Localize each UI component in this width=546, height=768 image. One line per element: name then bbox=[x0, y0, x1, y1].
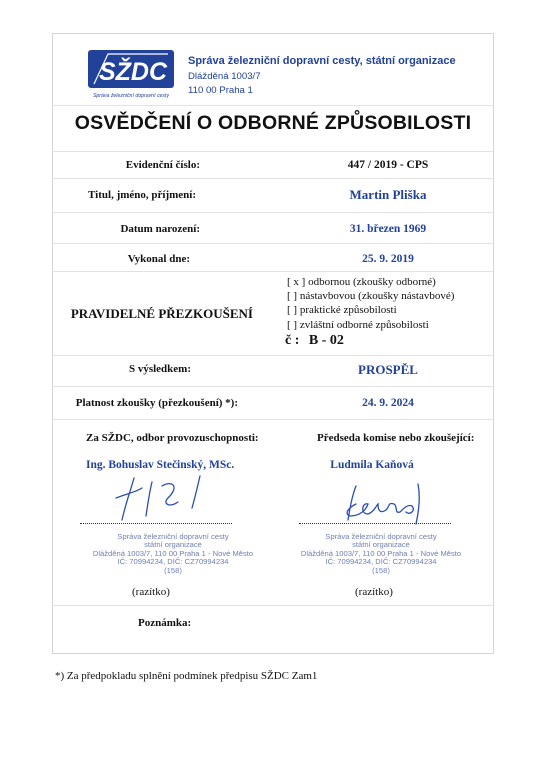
option-prakticke: [ ] praktické způsobilosti bbox=[287, 304, 397, 317]
exam-type: PRAVIDELNÉ PŘEZKOUŠENÍ bbox=[70, 306, 253, 321]
org-name: Správa železniční dopravní cesty, státní organizace bbox=[188, 55, 456, 67]
poznamka-label: Poznámka: bbox=[138, 617, 192, 629]
left-signature-heading: Za SŽDC, odbor provozuschopnosti: bbox=[86, 432, 259, 444]
evidencni-cislo-label: Evidenční číslo: bbox=[125, 159, 200, 171]
narozeni-value: 31. březen 1969 bbox=[349, 223, 427, 235]
divider bbox=[52, 151, 494, 152]
left-signatory-name: Ing. Bohuslav Stečinský, MSc. bbox=[86, 459, 235, 471]
right-stamp: Správa železniční dopravní cesty státní organizace Dlážděná 1003/7, 110 00 Praha 1 - Nové Město IČ: 70994234, DIČ: CZ70994234 (158) bbox=[300, 532, 462, 575]
right-handwritten-signature bbox=[338, 480, 428, 528]
divider bbox=[52, 105, 494, 106]
evidencni-cislo-value: 447 / 2019 - CPS bbox=[347, 159, 429, 171]
vysledek-value: PROSPĚL bbox=[358, 362, 418, 377]
document-title: OSVĚDČENÍ O ODBORNÉ ZPŮSOBILOSTI bbox=[74, 112, 472, 134]
right-signature-line bbox=[299, 523, 451, 524]
exam-options bbox=[287, 275, 454, 332]
divider bbox=[52, 212, 494, 213]
divider bbox=[52, 271, 494, 272]
vykonal-value: 25. 9. 2019 bbox=[362, 253, 414, 265]
right-signatory-name: Ludmila Kaňová bbox=[330, 459, 414, 471]
szdc-logo bbox=[88, 50, 174, 100]
cislo bbox=[285, 333, 344, 349]
cislo-value: B - 02 bbox=[308, 333, 344, 348]
org-block bbox=[188, 55, 456, 98]
divider bbox=[52, 419, 494, 420]
divider bbox=[52, 605, 494, 606]
divider bbox=[52, 243, 494, 244]
option-odbornou: [ x ] odbornou (zkoušky odborné) bbox=[287, 276, 436, 288]
logo-text: SŽDC bbox=[98, 58, 168, 86]
left-signature-line bbox=[80, 523, 232, 524]
cislo-label: č : bbox=[285, 333, 300, 348]
right-stamp-caption: (razítko) bbox=[355, 586, 393, 598]
right-signature-heading: Předseda komise nebo zkoušející: bbox=[317, 432, 475, 444]
divider bbox=[52, 355, 494, 356]
left-stamp: Správa železniční dopravní cesty státní organizace Dlážděná 1003/7, 110 00 Praha 1 - Nové Město IČ: 70994234, DIČ: CZ70994234 (158) bbox=[92, 532, 254, 575]
narozeni-label: Datum narození: bbox=[120, 223, 200, 235]
vysledek-label: S výsledkem: bbox=[128, 363, 191, 375]
left-stamp-caption: (razítko) bbox=[132, 586, 170, 598]
logo-subtitle: Správa železniční dopravní cesty bbox=[92, 93, 170, 99]
org-address-2: 110 00 Praha 1 bbox=[188, 85, 253, 96]
jmeno-label: Titul, jméno, příjmení: bbox=[88, 189, 196, 201]
divider bbox=[52, 386, 494, 387]
platnost-label: Platnost zkoušky (přezkoušení) *): bbox=[75, 397, 238, 409]
jmeno-value: Martin Pliška bbox=[349, 187, 427, 202]
footnote: *) Za předpokladu splnění podmínek předpisu SŽDC Zam1 bbox=[55, 670, 318, 682]
org-address-1: Dlážděná 1003/7 bbox=[188, 71, 261, 82]
vykonal-label: Vykonal dne: bbox=[127, 253, 190, 265]
option-nastavbovou: [ ] nástavbovou (zkoušky nástavbové) bbox=[287, 290, 455, 303]
divider bbox=[52, 178, 494, 179]
left-handwritten-signature bbox=[112, 472, 222, 528]
option-zvlastni: [ ] zvláštní odborné způsobilosti bbox=[287, 318, 429, 331]
platnost-value: 24. 9. 2024 bbox=[362, 397, 414, 409]
